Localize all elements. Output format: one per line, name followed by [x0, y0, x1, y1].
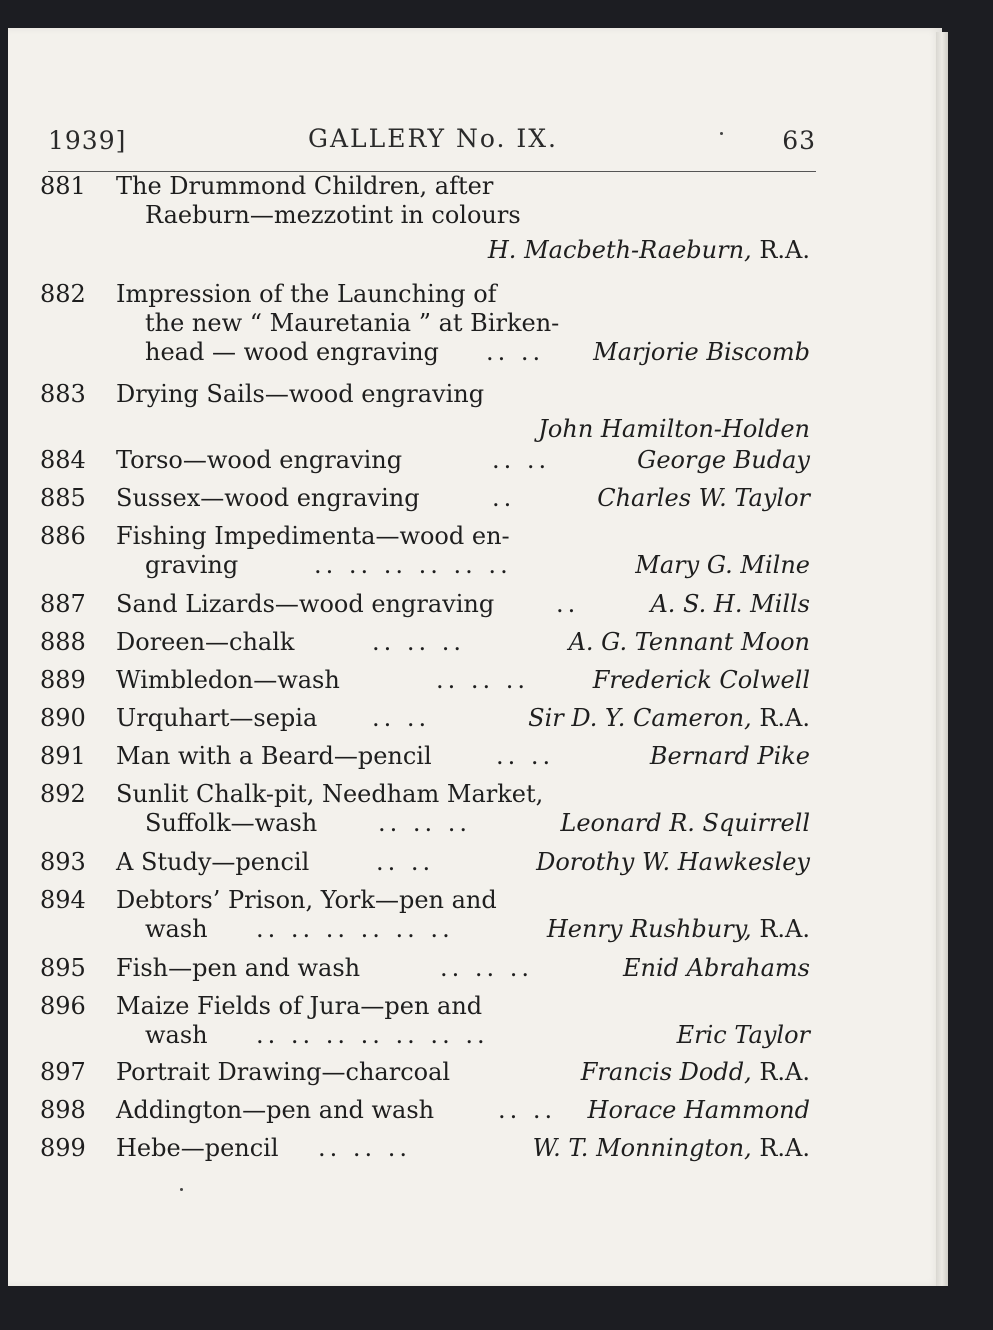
entry-artist — [538, 415, 810, 443]
page-title: GALLERY No. IX. — [308, 124, 558, 153]
artist-honour: R.A. — [759, 704, 810, 732]
leader-dots: .. — [492, 484, 516, 512]
artist-name: Eric Taylor — [676, 1021, 810, 1049]
artist-name: George Buday — [637, 446, 810, 474]
leader-dots: .. .. .. .. .. .. — [256, 915, 454, 943]
entry-number: 888 — [40, 628, 86, 656]
entry-artist — [581, 1058, 810, 1086]
entry-artist — [623, 954, 810, 982]
leader-dots: .. .. .. .. .. .. — [314, 551, 512, 579]
entry-title-line: Wimbledon—wash — [116, 666, 340, 694]
artist-name: Charles W. Taylor — [597, 484, 810, 512]
entry-artist — [547, 915, 810, 943]
catalogue-entry — [8, 172, 942, 264]
paper-speck — [180, 1188, 183, 1191]
entry-artist — [533, 1134, 810, 1162]
entry-title-line: head — wood engraving — [145, 338, 439, 366]
entry-artist — [593, 666, 810, 694]
catalogue-entry — [8, 1134, 942, 1194]
entry-title-line: Sussex—wood engraving — [116, 484, 420, 512]
artist-name: Sir D. Y. Cameron, — [528, 704, 752, 732]
entry-number: 886 — [40, 522, 86, 550]
artist-name: Horace Hammond — [587, 1096, 810, 1124]
entry-artist — [637, 446, 810, 474]
artist-name: W. T. Monnington, — [532, 1134, 752, 1162]
entry-artist — [593, 338, 810, 366]
entry-artist — [588, 1096, 810, 1124]
artist-honour: R.A. — [759, 1134, 810, 1162]
leader-dots: .. .. — [372, 704, 431, 732]
entry-title-line: Addington—pen and wash — [116, 1096, 435, 1124]
entry-number: 881 — [40, 172, 86, 200]
entry-artist — [635, 551, 810, 579]
leader-dots: .. .. — [496, 742, 555, 770]
catalogue-entry — [8, 280, 942, 366]
artist-name: H. Macbeth-Raeburn, — [487, 236, 752, 264]
entry-number: 893 — [40, 848, 86, 876]
entry-number: 895 — [40, 954, 86, 982]
entry-title-line: Fishing Impedimenta—wood en- — [116, 522, 510, 550]
entry-title-line: graving — [145, 551, 239, 579]
page-number: 63 — [782, 126, 816, 155]
entry-title-line: Doreen—chalk — [116, 628, 295, 656]
artist-name: Leonard R. Squirrell — [560, 809, 810, 837]
catalogue-page — [8, 28, 942, 1286]
artist-name: John Hamilton-Holden — [538, 415, 810, 443]
artist-name: Francis Dodd, — [580, 1058, 752, 1086]
leader-dots: .. .. .. — [372, 628, 466, 656]
leader-dots: .. — [556, 590, 580, 618]
entry-number: 885 — [40, 484, 86, 512]
entry-title-line: wash — [145, 915, 208, 943]
entry-number: 887 — [40, 590, 86, 618]
entry-title-line: Drying Sails—wood engraving — [116, 380, 485, 408]
artist-name: Frederick Colwell — [592, 666, 810, 694]
entry-title-line: Debtors’ Prison, York—pen and — [116, 886, 497, 914]
entry-title-line: Fish—pen and wash — [116, 954, 361, 982]
leader-dots: .. .. .. .. .. .. .. — [256, 1021, 489, 1049]
entry-number: 892 — [40, 780, 86, 808]
entry-title-line: the new “ Mauretania ” at Birken- — [145, 309, 560, 337]
entry-number: 891 — [40, 742, 86, 770]
entry-title-line: The Drummond Children, after — [116, 172, 494, 200]
catalogue-entry — [8, 380, 942, 443]
entry-artist — [536, 848, 810, 876]
entry-number: 883 — [40, 380, 86, 408]
entry-title-line: Torso—wood engraving — [116, 446, 403, 474]
entry-title-line: Suffolk—wash — [145, 809, 318, 837]
leader-dots: .. .. .. — [378, 809, 472, 837]
entry-number: 894 — [40, 886, 86, 914]
entry-title-line: Urquhart—sepia — [116, 704, 318, 732]
entry-title-line: A Study—pencil — [116, 848, 310, 876]
header-year: 1939] — [48, 126, 127, 155]
entry-number: 890 — [40, 704, 86, 732]
entry-title-line: wash — [145, 1021, 208, 1049]
leader-dots: .. .. — [492, 446, 551, 474]
entry-number: 899 — [40, 1134, 86, 1162]
entry-artist — [528, 704, 810, 732]
artist-honour: R.A. — [759, 915, 810, 943]
entry-artist — [597, 484, 810, 512]
artist-name: A. G. Tennant Moon — [568, 628, 810, 656]
entry-title-line: Hebe—pencil — [116, 1134, 279, 1162]
entry-title-line: Sand Lizards—wood engraving — [116, 590, 495, 618]
entry-number: 889 — [40, 666, 86, 694]
entry-title-line: Raeburn—mezzotint in colours — [145, 201, 521, 229]
entry-title-line: Maize Fields of Jura—pen and — [116, 992, 483, 1020]
entry-artist — [560, 809, 810, 837]
entry-artist — [677, 1021, 810, 1049]
entry-number: 882 — [40, 280, 86, 308]
catalogue-entry — [8, 886, 942, 946]
entry-number: 896 — [40, 992, 86, 1020]
leader-dots: .. .. — [486, 338, 545, 366]
catalogue-entry — [8, 522, 942, 582]
entry-number: 884 — [40, 446, 86, 474]
leader-dots: .. .. — [376, 848, 435, 876]
artist-name: Bernard Pike — [649, 742, 810, 770]
entry-artist — [650, 742, 810, 770]
entry-title-line: Portrait Drawing—charcoal — [116, 1058, 451, 1086]
artist-name: Enid Abrahams — [623, 954, 810, 982]
entry-title-line: Sunlit Chalk-pit, Needham Market, — [116, 780, 544, 808]
entry-artist — [569, 628, 810, 656]
page-edge — [936, 32, 948, 1286]
leader-dots: .. .. — [498, 1096, 557, 1124]
leader-dots: .. .. .. — [318, 1134, 412, 1162]
artist-name: Henry Rushbury, — [546, 915, 752, 943]
catalogue-entry — [8, 992, 942, 1052]
entry-title-line: Impression of the Launching of — [116, 280, 497, 308]
artist-name: Dorothy W. Hawkesley — [536, 848, 810, 876]
entry-artist — [650, 590, 810, 618]
leader-dots: .. .. .. — [440, 954, 534, 982]
artist-name: A. S. H. Mills — [650, 590, 810, 618]
artist-honour: R.A. — [759, 1058, 810, 1086]
artist-honour: R.A. — [759, 236, 810, 264]
paper-speck — [720, 132, 723, 135]
entry-number: 898 — [40, 1096, 86, 1124]
entry-list — [8, 28, 942, 1286]
artist-name: Marjorie Biscomb — [593, 338, 810, 366]
entry-artist — [488, 236, 810, 264]
entry-title-line: Man with a Beard—pencil — [116, 742, 432, 770]
leader-dots: .. .. .. — [436, 666, 530, 694]
artist-name: Mary G. Milne — [635, 551, 810, 579]
entry-number: 897 — [40, 1058, 86, 1086]
catalogue-entry — [8, 780, 942, 840]
